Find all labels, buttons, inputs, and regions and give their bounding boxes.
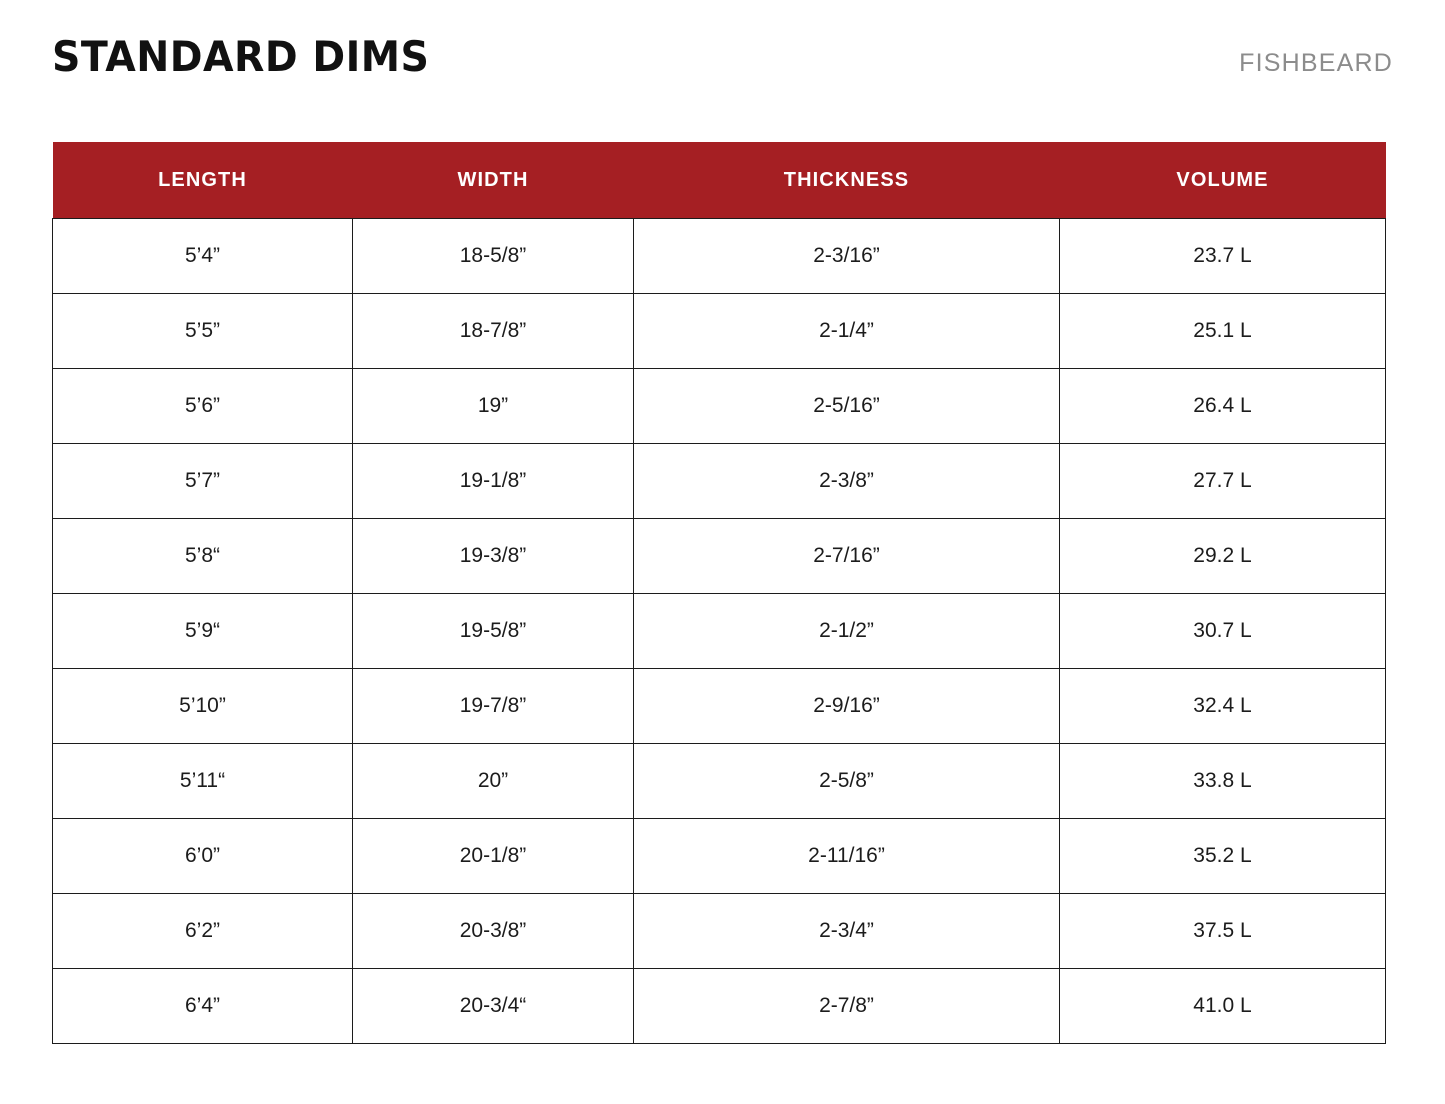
table-row [53, 594, 1386, 669]
table-header-row-group [53, 142, 1386, 219]
cell-width: 20-3/8” [353, 894, 634, 969]
column-header-length: LENGTH [53, 142, 353, 219]
brand-label: FISHBEARD [1239, 49, 1393, 77]
table-row [53, 744, 1386, 819]
cell-width: 19-7/8” [353, 669, 634, 744]
page-header [52, 0, 1393, 81]
cell-width: 19-1/8” [353, 444, 634, 519]
cell-width: 20” [353, 744, 634, 819]
column-header-thickness: THICKNESS [634, 142, 1060, 219]
cell-length: 5’8“ [53, 519, 353, 594]
cell-length: 5’11“ [53, 744, 353, 819]
cell-thickness: 2-7/8” [634, 969, 1060, 1044]
cell-volume: 35.2 L [1060, 819, 1386, 894]
column-header-volume: VOLUME [1060, 142, 1386, 219]
cell-volume: 26.4 L [1060, 369, 1386, 444]
cell-thickness: 2-11/16” [634, 819, 1060, 894]
cell-length: 5’10” [53, 669, 353, 744]
cell-thickness: 2-5/8” [634, 744, 1060, 819]
cell-width: 19-3/8” [353, 519, 634, 594]
table-header-row [53, 142, 1386, 219]
table-row [53, 219, 1386, 294]
dimensions-table [52, 142, 1386, 1044]
cell-length: 5’9“ [53, 594, 353, 669]
table-row [53, 444, 1386, 519]
cell-length: 6’0” [53, 819, 353, 894]
cell-volume: 29.2 L [1060, 519, 1386, 594]
cell-thickness: 2-1/2” [634, 594, 1060, 669]
cell-width: 19-5/8” [353, 594, 634, 669]
cell-volume: 32.4 L [1060, 669, 1386, 744]
cell-length: 5’4” [53, 219, 353, 294]
table-row [53, 894, 1386, 969]
table-row [53, 969, 1386, 1044]
cell-volume: 23.7 L [1060, 219, 1386, 294]
cell-thickness: 2-1/4” [634, 294, 1060, 369]
cell-thickness: 2-3/8” [634, 444, 1060, 519]
table-row [53, 669, 1386, 744]
cell-length: 5’6” [53, 369, 353, 444]
cell-width: 19” [353, 369, 634, 444]
cell-width: 20-3/4“ [353, 969, 634, 1044]
column-header-width: WIDTH [353, 142, 634, 219]
cell-thickness: 2-3/16” [634, 219, 1060, 294]
cell-thickness: 2-5/16” [634, 369, 1060, 444]
cell-thickness: 2-3/4” [634, 894, 1060, 969]
cell-thickness: 2-7/16” [634, 519, 1060, 594]
cell-length: 6’2” [53, 894, 353, 969]
dimensions-table-container [52, 142, 1393, 1044]
cell-volume: 33.8 L [1060, 744, 1386, 819]
cell-thickness: 2-9/16” [634, 669, 1060, 744]
table-body [53, 219, 1386, 1044]
cell-volume: 41.0 L [1060, 969, 1386, 1044]
cell-width: 20-1/8” [353, 819, 634, 894]
cell-volume: 30.7 L [1060, 594, 1386, 669]
table-row [53, 519, 1386, 594]
table-row [53, 294, 1386, 369]
cell-volume: 27.7 L [1060, 444, 1386, 519]
cell-width: 18-7/8” [353, 294, 634, 369]
page-title: STANDARD DIMS [52, 32, 430, 81]
cell-length: 6’4” [53, 969, 353, 1044]
table-row [53, 369, 1386, 444]
cell-volume: 37.5 L [1060, 894, 1386, 969]
cell-volume: 25.1 L [1060, 294, 1386, 369]
cell-width: 18-5/8” [353, 219, 634, 294]
cell-length: 5’7” [53, 444, 353, 519]
table-row [53, 819, 1386, 894]
cell-length: 5’5” [53, 294, 353, 369]
